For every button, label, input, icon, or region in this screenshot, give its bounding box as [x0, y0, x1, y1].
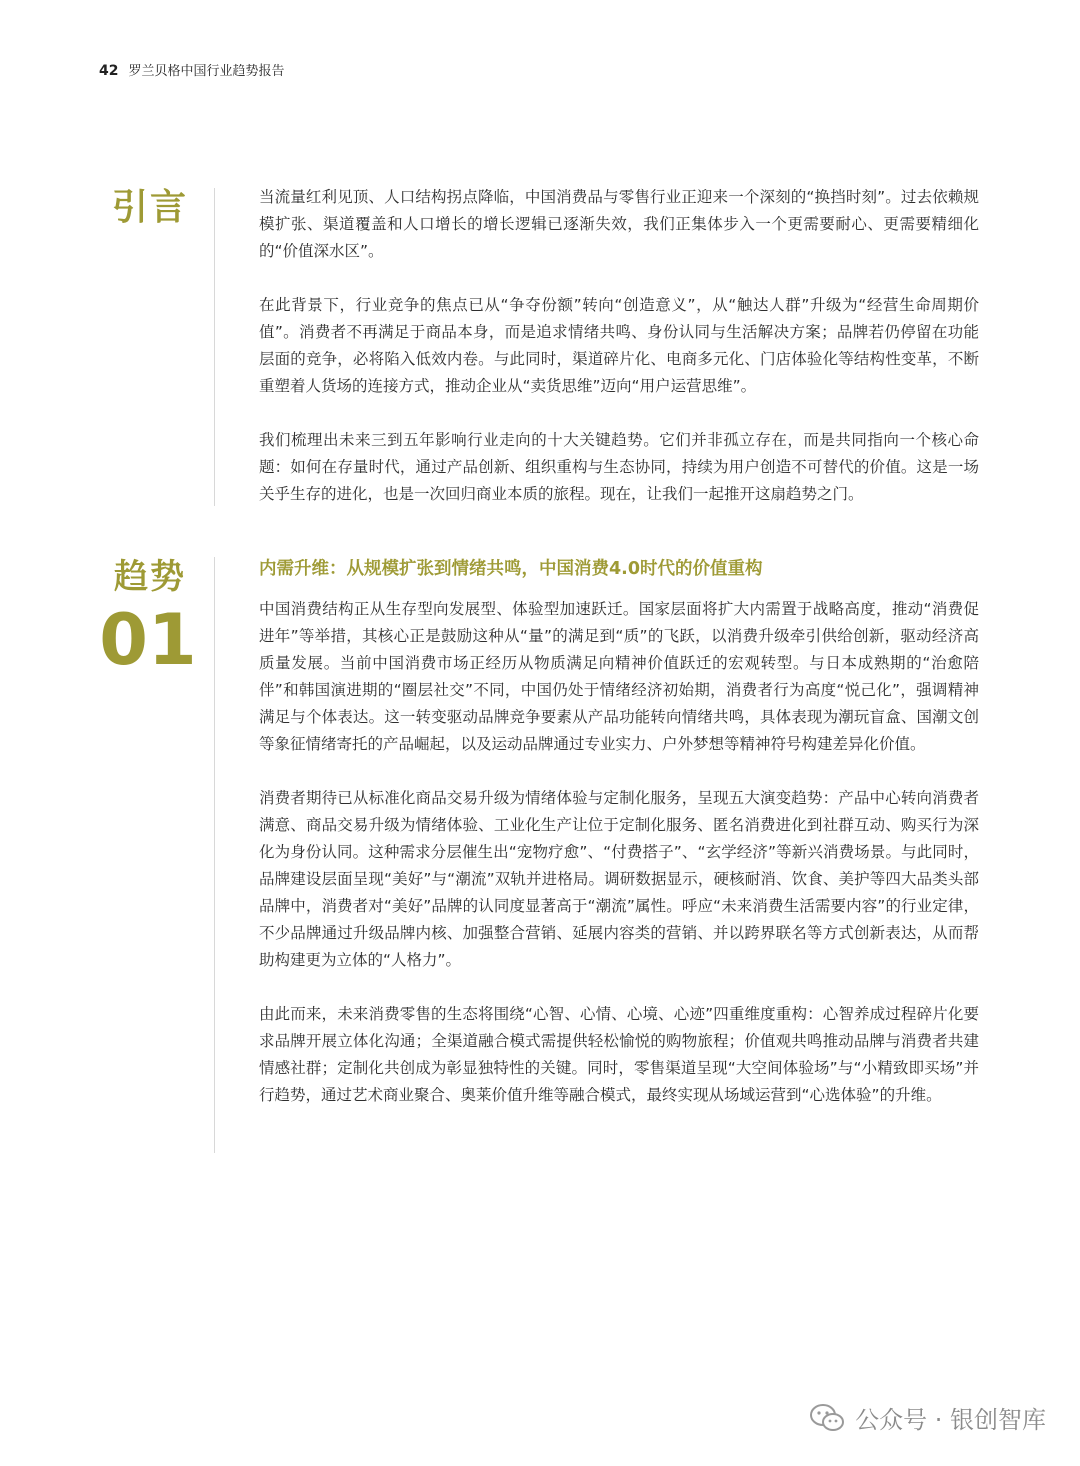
- intro-text: [259, 184, 979, 535]
- trend-section: [0, 555, 1080, 1165]
- intro-section: [0, 186, 1080, 516]
- intro-paragraph: 在此背景下，行业竞争的焦点已从“争夺份额”转向“创造意义”，从“触达人群”升级为“经营生命周期价值”。消费者不再满足于商品本身，而是追求情绪共鸣、身份认同与生活解决方案；品牌若仍停留在功能层面的竞争，必将陷入低效内卷。与此同时，渠道碎片化、电商多元化、门店体验化等结构性变革，不断重塑着人货场的连接方式，推动企业从“卖货思维”迈向“用户运营思维”。: [259, 296, 979, 395]
- trend-divider: [214, 557, 215, 1153]
- trend-label-word: 趋势: [114, 557, 186, 597]
- trend-heading: 内需升维：从规模扩张到情绪共鸣，中国消费4.0时代的价值重构: [259, 559, 763, 579]
- trend-label-number: 01: [99, 599, 197, 681]
- trend-text: [259, 557, 979, 1136]
- intro-label: 引言: [111, 187, 188, 228]
- trend-paragraph: 消费者期待已从标准化商品交易升级为情绪体验与定制化服务，呈现五大演变趋势：产品中心转向消费者满意、商品交易升级为情绪体验、工业化生产让位于定制化服务、匿名消费进化到社群互动、购买行为深化为身份认同。这种需求分层催生出“宠物疗愈”、“付费搭子”、“玄学经济”等新兴消费场景。与此同时，品牌建设层面呈现“美好”与“潮流”双轨并进格局。调研数据显示，硬核耐消、饮食、美护等四大品类头部品牌中，消费者对“美好”品牌的认同度显著高于“潮流”属性。呼应“未来消费生活需要内容”的行业定律，不少品牌通过升级品牌内核、加强整合营销、延展内容类的营销、并以跨界联名等方式创新表达，从而帮助构建更为立体的“人格力”。: [259, 789, 979, 969]
- intro-paragraph: 当流量红利见顶、人口结构拐点降临，中国消费品与零售行业正迎来一个深刻的“换挡时刻”。过去依赖规模扩张、渠道覆盖和人口增长的增长逻辑已逐渐失效，我们正集体步入一个更需要耐心、更需要精细化的“价值深水区”。: [259, 188, 979, 260]
- trend-paragraph: 中国消费结构正从生存型向发展型、体验型加速跃迁。国家层面将扩大内需置于战略高度，推动“消费促进年”等举措，其核心正是鼓励这种从“量”的满足到“质”的飞跃，以消费升级牵引供给创新，驱动经济高质量发展。当前中国消费市场正经历从物质满足向精神价值跃迁的宏观转型。与日本成熟期的“治愈陪伴”和韩国演进期的“圈层社交”不同，中国仍处于情绪经济初始期，消费者行为高度“悦己化”，强调精神满足与个体表达。这一转变驱动品牌竞争要素从产品功能转向情绪共鸣，具体表现为潮玩盲盒、国潮文创等象征情绪寄托的产品崛起，以及运动品牌通过专业实力、户外梦想等精神符号构建差异化价值。: [259, 600, 979, 753]
- trend-paragraph: 由此而来，未来消费零售的生态将围绕“心智、心情、心境、心迹”四重维度重构：心智养成过程碎片化要求品牌开展立体化沟通；全渠道融合模式需提供轻松愉悦的购物旅程；价值观共鸣推动品牌与消费者共建情感社群；定制化共创成为彰显独特性的关键。同时，零售渠道呈现“大空间体验场”与“小精致即买场”并行趋势，通过艺术商业聚合、奥莱价值升维等融合模式，最终实现从场域运营到“心选体验”的升维。: [259, 1005, 979, 1104]
- page-header: [99, 60, 285, 79]
- watermark-text: 公众号 · 银创智库: [855, 1406, 1046, 1434]
- intro-paragraph: 我们梳理出未来三到五年影响行业走向的十大关键趋势。它们并非孤立存在，而是共同指向一个核心命题：如何在存量时代，通过产品创新、组织重构与生态协同，持续为用户创造不可替代的价值。这是一场关乎生存的进化，也是一次回归商业本质的旅程。现在，让我们一起推开这扇趋势之门。: [259, 431, 979, 503]
- page-number: 42: [99, 63, 119, 79]
- footer-watermark: [809, 1400, 1046, 1435]
- report-title: 罗兰贝格中国行业趋势报告: [128, 64, 285, 79]
- wechat-icon: [809, 1403, 845, 1433]
- intro-divider: [214, 188, 215, 506]
